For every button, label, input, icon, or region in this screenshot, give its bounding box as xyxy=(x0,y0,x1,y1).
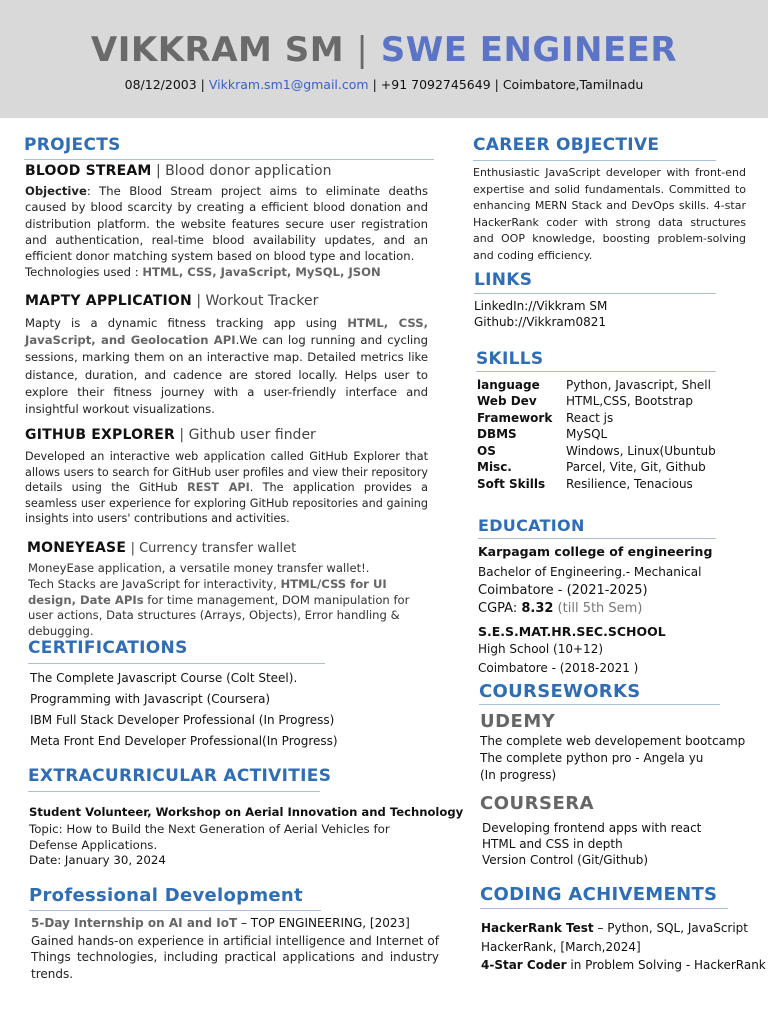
activity-topic: Topic: How to Build the Next Generation of Aerial Vehicles for Defense Applications. xyxy=(29,822,390,852)
course-item: (In progress) xyxy=(480,768,557,782)
skill-value: Resilience, Tenacious xyxy=(566,477,693,491)
candidate-name: VIKKRAM SM xyxy=(90,30,345,70)
skills-heading: SKILLS xyxy=(476,349,544,369)
cgpa-label: CGPA: xyxy=(478,601,522,616)
desc-highlight: HTML, CSS, JavaScript, and Geolocation API xyxy=(25,316,428,348)
activity-date: Date: January 30, 2024 xyxy=(29,853,166,867)
hackerrank-date: HackerRank, [March,2024] xyxy=(481,940,641,954)
skill-value: React js xyxy=(566,411,614,425)
certifications-rule xyxy=(28,663,325,664)
project-subtitle: | Blood donor application xyxy=(156,163,332,179)
career-heading: CAREER OBJECTIVE xyxy=(473,135,660,155)
desc-text: MoneyEase application, a versatile money transfer wallet!. xyxy=(28,561,370,575)
skill-label: Framework xyxy=(477,411,553,425)
courseworks-heading: COURSEWORKS xyxy=(479,681,641,702)
udemy-heading: UDEMY xyxy=(480,711,556,732)
cgpa-line xyxy=(478,601,642,616)
skills-rule xyxy=(476,371,716,372)
phone: +91 7092745649 xyxy=(380,77,491,92)
internship-description: Gained hands-on experience in artificial intelligence and Internet of Things technologies, including practical applications and industry trends. xyxy=(31,934,439,981)
desc-highlight: REST API xyxy=(187,481,250,495)
objective-label: Objective xyxy=(25,184,87,198)
desc-text: for time management, DOM manipulation for user actions, Data structures (Arrays, Objects), Error handling & debugging. xyxy=(28,592,410,639)
coding-rule xyxy=(480,908,728,909)
project-description xyxy=(25,183,428,281)
course-item: Version Control (Git/Github) xyxy=(482,853,649,867)
links-rule xyxy=(474,293,716,294)
skill-value: Parcel, Vite, Git, Github xyxy=(566,460,706,474)
contact-line xyxy=(0,77,768,92)
skill-value: Python, Javascript, Shell xyxy=(566,378,711,392)
activity-title: Student Volunteer, Workshop on Aerial Innovation and Technology xyxy=(29,805,464,819)
dob: 08/12/2003 xyxy=(124,77,197,92)
desc-text: . The application provides a seamless user experience for exploring GitHub repositories and gaining insights into users' contributions and activities. xyxy=(25,481,428,526)
location: Coimbatore,Tamilnadu xyxy=(502,77,644,92)
desc-text: Mapty is a dynamic fitness tracking app using xyxy=(25,316,348,330)
tech-label: Technologies used : xyxy=(25,265,143,280)
courseworks-rule xyxy=(479,704,720,705)
professional-rule xyxy=(29,910,321,911)
job-title: SWE ENGINEER xyxy=(380,30,678,70)
extracurricular-heading: EXTRACURRICULAR ACTIVITIES xyxy=(28,766,332,786)
school-place: Coimbatore - (2018-2021 ) xyxy=(478,661,639,675)
github-link[interactable]: Github://Vikkram0821 xyxy=(474,315,606,329)
desc-text: Developed an interactive web application called GitHub Explorer that allows users to search for GitHub user profiles and view their repository details using the GitHub xyxy=(25,450,428,495)
resume-title xyxy=(0,30,768,70)
skill-label: OS xyxy=(477,444,496,458)
project-description xyxy=(25,315,428,418)
college-name: Karpagam college of engineering xyxy=(478,544,713,559)
internship-name: 5-Day Internship on AI and IoT xyxy=(31,916,238,930)
course-item: Developing frontend apps with react xyxy=(482,821,702,835)
certifications-heading: CERTIFICATIONS xyxy=(28,638,188,658)
hackerrank-label: HackerRank Test xyxy=(481,921,594,935)
skill-label: language xyxy=(477,378,540,392)
skill-label: Soft Skills xyxy=(477,477,546,491)
course-item: HTML and CSS in depth xyxy=(482,837,623,851)
certification-item: The Complete Javascript Course (Colt Steel). xyxy=(30,671,298,685)
links-heading: LINKS xyxy=(474,270,533,290)
college-place: Coimbatore - (2021-2025) xyxy=(478,583,648,598)
project-subtitle: | Workout Tracker xyxy=(196,293,319,309)
project-title xyxy=(25,163,331,179)
project-title xyxy=(27,540,296,556)
title-separator: | xyxy=(356,30,369,70)
cgpa-note: (till 5th Sem) xyxy=(553,601,643,616)
education-heading: EDUCATION xyxy=(478,516,585,535)
career-text: Enthusiastic JavaScript developer with front-end expertise and solid fundamentals. Committed to enhancing MERN Stack and DevOps skills. 4-star HackerRank coder with strong data structures and OOP knowledge, boosting problem-solving and coding efficiency. xyxy=(473,166,746,262)
skill-label: DBMS xyxy=(477,427,517,441)
project-name: GITHUB EXPLORER xyxy=(25,427,175,443)
project-description xyxy=(25,449,428,527)
contact-sep: | xyxy=(368,77,381,92)
coding-heading: CODING ACHIVEMENTS xyxy=(480,884,718,905)
course-item: The complete python pro - Angela yu xyxy=(480,751,704,765)
project-name: MAPTY APPLICATION xyxy=(25,293,192,309)
objective-text: : The Blood Stream project aims to eliminate deaths caused by blood scarcity by creating a efficient blood donation and distribution platform. the website features secure user registration and authentication, real-time blood availability updates, and an efficient donor matching system based on blood type and location. xyxy=(25,184,428,264)
skill-value: HTML,CSS, Bootstrap xyxy=(566,394,693,408)
star-coder xyxy=(481,958,766,972)
education-rule xyxy=(478,538,716,539)
star-detail: in Problem Solving - HackerRank xyxy=(566,958,766,972)
project-description xyxy=(28,561,438,640)
project-title xyxy=(25,427,316,443)
desc-text: .We can log running and cycling sessions, marking them on an interactive map. Detailed metrics like distance, duration, and cadence are stored locally. Helps user to explore their fitness journey with a user-friendly interface and insightful workout visualizations. xyxy=(25,333,428,417)
professional-heading: Professional Development xyxy=(29,885,303,906)
tech-list: HTML, CSS, JavaScript, MySQL, JSON xyxy=(142,265,381,280)
star-label: 4-Star Coder xyxy=(481,958,567,972)
certification-item: Meta Front End Developer Professional(In Progress) xyxy=(30,734,338,748)
coursera-heading: COURSERA xyxy=(480,793,595,814)
college-degree: Bachelor of Engineering.- Mechanical xyxy=(478,565,702,579)
project-name: BLOOD STREAM xyxy=(25,163,152,179)
internship-org: – TOP ENGINEERING, [2023] xyxy=(237,916,410,930)
desc-text: Tech Stacks are JavaScript for interactivity, xyxy=(28,576,281,591)
course-item: The complete web developement bootcamp xyxy=(480,734,746,748)
cgpa-value: 8.32 xyxy=(521,601,554,616)
school-name: S.E.S.MAT.HR.SEC.SCHOOL xyxy=(478,624,666,639)
contact-sep: | xyxy=(490,77,503,92)
linkedin-link[interactable]: LinkedIn://Vikkram SM xyxy=(474,299,608,313)
school-level: High School (10+12) xyxy=(478,642,604,656)
skill-label: Misc. xyxy=(477,460,512,474)
extracurricular-rule xyxy=(28,791,320,792)
projects-heading: PROJECTS xyxy=(24,135,121,155)
skill-value: Windows, Linux(Ubuntub xyxy=(566,444,716,458)
hackerrank-skills: – Python, SQL, JavaScript xyxy=(593,921,749,935)
skill-value: MySQL xyxy=(566,427,608,441)
skill-label: Web Dev xyxy=(477,394,537,408)
project-title xyxy=(25,293,318,309)
career-rule xyxy=(473,160,716,161)
email-link[interactable]: Vikkram.sm1@gmail.com xyxy=(208,77,369,92)
desc-highlight: HTML/CSS for UI design, Date APIs xyxy=(28,576,387,607)
internship-title xyxy=(31,916,410,930)
project-subtitle: | Github user finder xyxy=(179,427,316,443)
contact-sep: | xyxy=(196,77,209,92)
certification-item: Programming with Javascript (Coursera) xyxy=(30,692,271,706)
project-name: MONEYEASE xyxy=(27,540,127,556)
projects-rule xyxy=(24,159,434,160)
project-subtitle: | Currency transfer wallet xyxy=(130,541,297,556)
certification-item: IBM Full Stack Developer Professional (In Progress) xyxy=(30,713,335,727)
hackerrank-test xyxy=(481,921,748,935)
